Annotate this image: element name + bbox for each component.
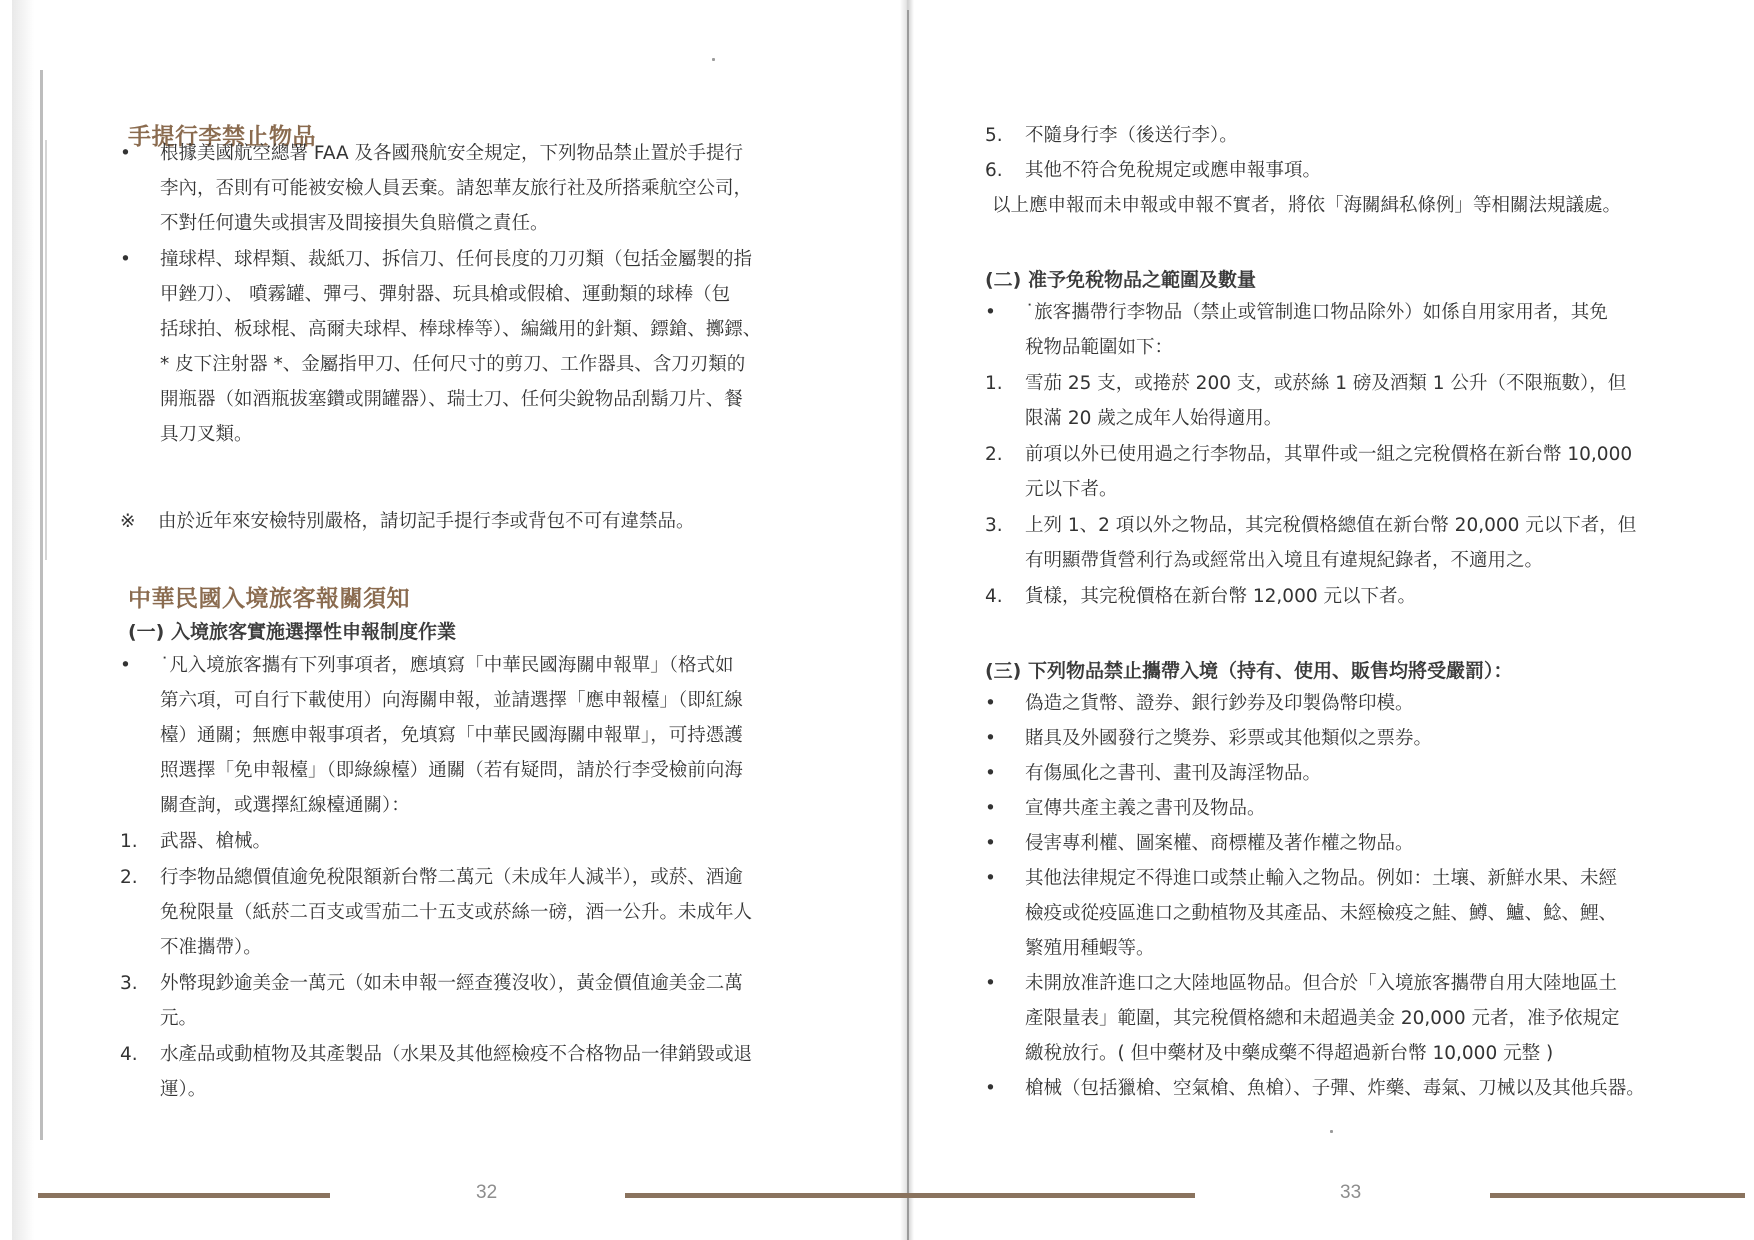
- text-line: 稅物品範圍如下：: [1025, 337, 1174, 358]
- text-line: ˙旅客攜帶行李物品（禁止或管制進口物品除外）如係自用家用者，其免: [1025, 302, 1608, 323]
- text-line: 照選擇「免申報檯」（即綠線檯）通關（若有疑問，請於行李受檢前向海: [160, 760, 743, 781]
- text-line: 根據美國航空總署 FAA 及各國飛航安全規定，下列物品禁止置於手提行: [160, 143, 744, 164]
- text-line: 元。: [160, 1008, 198, 1029]
- text-line: 甲銼刀）、 噴霧罐、彈弓、彈射器、玩具槍或假槍、運動類的球棒（包: [160, 284, 731, 305]
- text-line: 上列 1、2 項以外之物品，其完稅價格總值在新台幣 20,000 元以下者，但: [1025, 515, 1637, 536]
- footer-bar-left-2: [625, 1193, 1195, 1198]
- bullet-marker: •: [985, 973, 996, 994]
- subsection-title-prohibited-entry: (三) 下列物品禁止攜帶入境（持有、使用、販售均將受嚴罰）：: [985, 660, 1513, 682]
- text-line: 括球拍、板球棍、高爾夫球桿、棒球棒等）、編織用的針類、鏢鎗、擲鏢、: [160, 319, 762, 340]
- text-line: 具刀叉類。: [160, 424, 253, 445]
- text-line: 侵害專利權、圖案權、商標權及著作權之物品。: [1025, 833, 1414, 854]
- text-line: 雪茄 25 支，或捲菸 200 支，或菸絲 1 磅及酒類 1 公升（不限瓶數），但: [1025, 373, 1627, 394]
- subsection-title-declaration: (一) 入境旅客實施選擇性申報制度作業: [128, 621, 456, 643]
- footer-bar-right: [1490, 1193, 1745, 1198]
- text-line: 關查詢，或選擇紅線檯通關）：: [160, 795, 410, 816]
- page-edge-shadow: [12, 0, 34, 1240]
- page-number-left: 32: [476, 1182, 498, 1203]
- bullet-marker: •: [985, 833, 996, 854]
- text-line: ˙凡入境旅客攜有下列事項者，應填寫「中華民國海關申報單」（格式如: [160, 655, 734, 676]
- note-text: 由於近年來安檢特別嚴格，請切記手提行李或背包不可有違禁品。: [158, 511, 695, 532]
- text-line: 有傷風化之書刊、畫刊及誨淫物品。: [1025, 763, 1322, 784]
- text-line: 其他不符合免稅規定或應申報事項。: [1025, 160, 1322, 181]
- scan-speck: [1330, 1130, 1333, 1133]
- text-line: 貨樣，其完稅價格在新台幣 12,000 元以下者。: [1025, 586, 1416, 607]
- text-line: 前項以外已使用過之行李物品，其單件或一組之完稅價格在新台幣 10,000: [1025, 444, 1633, 465]
- text-line: 開瓶器（如酒瓶拔塞鑽或開罐器）、瑞士刀、任何尖銳物品刮鬍刀片、餐: [160, 389, 743, 410]
- text-line: 限滿 20 歲之成年人始得適用。: [1025, 408, 1283, 429]
- item-number: 3.: [985, 515, 1003, 536]
- bullet-marker: •: [985, 302, 996, 323]
- text-line: 槍械（包括獵槍、空氣槍、魚槍）、子彈、炸藥、毒氣、刀械以及其他兵器。: [1025, 1078, 1645, 1099]
- section-title-customs-notice: 中華民國入境旅客報關須知: [128, 586, 410, 612]
- left-page: [120, 0, 840, 1240]
- text-line: 第六項，可自行下載使用）向海關申報，並請選擇「應申報檯」（即紅線: [160, 690, 743, 711]
- page-edge-line: [40, 70, 43, 1140]
- text-line: 不准攜帶）。: [160, 937, 262, 958]
- text-line: 宣傳共產主義之書刊及物品。: [1025, 798, 1266, 819]
- item-number: 3.: [120, 973, 138, 994]
- text-line: 檢疫或從疫區進口之動植物及其產品、未經檢疫之鮭、鱒、鱸、鯰、鯉、: [1025, 903, 1618, 924]
- note-marker: ※: [120, 511, 136, 532]
- item-number: 2.: [120, 867, 138, 888]
- text-line: 武器、槍械。: [160, 831, 272, 852]
- text-line: 偽造之貨幣、證券、銀行鈔券及印製偽幣印模。: [1025, 693, 1414, 714]
- bullet-marker: •: [120, 249, 131, 270]
- closing-note: 以上應申報而未申報或申報不實者，將依「海關緝私條例」等相關法規議處。: [992, 195, 1622, 216]
- text-line: 繁殖用種蝦等。: [1025, 938, 1155, 959]
- item-number: 1.: [120, 831, 138, 852]
- text-line: 賭具及外國發行之獎券、彩票或其他類似之票券。: [1025, 728, 1433, 749]
- item-number: 4.: [985, 586, 1003, 607]
- text-line: 撞球桿、球桿類、裁紙刀、拆信刀、任何長度的刀刃類（包括金屬製的指: [160, 249, 753, 270]
- text-line: 其他法律規定不得進口或禁止輸入之物品。例如：土壤、新鮮水果、未經: [1025, 868, 1618, 889]
- bullet-marker: •: [985, 868, 996, 889]
- bullet-marker: •: [985, 1078, 996, 1099]
- bullet-marker: •: [985, 763, 996, 784]
- item-number: 4.: [120, 1044, 138, 1065]
- item-number: 1.: [985, 373, 1003, 394]
- page-edge-line-inner: [45, 140, 47, 560]
- subsection-title-duty-free: (二) 准予免稅物品之範圍及數量: [985, 269, 1256, 291]
- text-line: 繳稅放行。( 但中藥材及中藥成藥不得超過新台幣 10,000 元整 ): [1025, 1043, 1554, 1064]
- right-page: [980, 0, 1700, 1240]
- text-line: 元以下者。: [1025, 479, 1118, 500]
- page-number-right: 33: [1340, 1182, 1362, 1203]
- text-line: 水產品或動植物及其產製品（水果及其他經檢疫不合格物品一律銷毀或退: [160, 1044, 753, 1065]
- text-line: 有明顯帶貨營利行為或經常出入境且有違規紀錄者，不適用之。: [1025, 550, 1544, 571]
- bullet-marker: •: [120, 655, 131, 676]
- text-line: 不隨身行李（後送行李）。: [1025, 125, 1238, 146]
- text-line: 運）。: [160, 1079, 207, 1100]
- bullet-marker: •: [985, 728, 996, 749]
- footer-bar-left-1: [38, 1193, 330, 1198]
- text-line: 行李物品總價值逾免稅限額新台幣二萬元（未成年人減半），或菸、酒逾: [160, 867, 743, 888]
- bullet-marker: •: [120, 143, 131, 164]
- text-line: 未開放准許進口之大陸地區物品。但合於「入境旅客攜帶自用大陸地區土: [1025, 973, 1618, 994]
- item-number: 2.: [985, 444, 1003, 465]
- text-line: 免稅限量（紙菸二百支或雪茄二十五支或菸絲一磅，酒一公升。未成年人: [160, 902, 753, 923]
- text-line: 外幣現鈔逾美金一萬元（如未申報一經查獲沒收），黃金價值逾美金二萬: [160, 973, 743, 994]
- book-gutter-line: [907, 10, 909, 1240]
- text-line: 李內，否則有可能被安檢人員丟棄。請恕華友旅行社及所搭乘航空公司，: [160, 178, 753, 199]
- scan-speck: [712, 58, 715, 61]
- text-line: 不對任何遺失或損害及間接損失負賠償之責任。: [160, 213, 549, 234]
- bullet-marker: •: [985, 693, 996, 714]
- item-number: 6.: [985, 160, 1003, 181]
- text-line: 產限量表」範圍，其完稅價格總和未超過美金 20,000 元者，准予依規定: [1025, 1008, 1620, 1029]
- item-number: 5.: [985, 125, 1003, 146]
- text-line: * 皮下注射器 *、金屬指甲刀、任何尺寸的剪刀、工作器具、含刀刃類的: [160, 354, 746, 375]
- text-line: 檯）通關；無應申報事項者，免填寫「中華民國海關申報單」，可持憑護: [160, 725, 743, 746]
- section-title-carry-on-prohibited: 手提行李禁止物品: [128, 124, 316, 150]
- bullet-marker: •: [985, 798, 996, 819]
